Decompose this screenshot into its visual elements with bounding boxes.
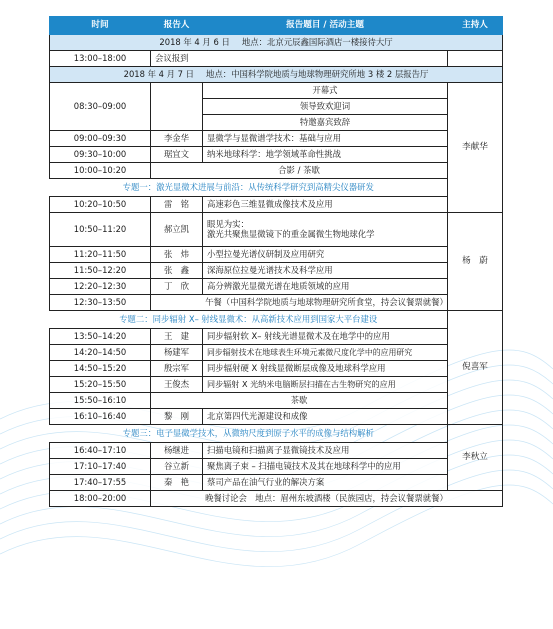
speaker-cell: 丁 欣 (151, 279, 203, 295)
table-row (50, 247, 503, 263)
topic-cell: 深海原位拉曼光谱技术及科学应用 (203, 263, 448, 279)
day-location: 地点：北京元辰鑫国际酒店一楼接待大厅 (241, 36, 393, 47)
topic-cell: 同步辐射硬 X 射线显微断层成像及地球科学应用 (203, 361, 448, 377)
time-cell: 17:10–17:40 (50, 459, 151, 475)
header-chair: 主持人 (448, 17, 503, 35)
time-cell: 11:50–12:20 (50, 263, 151, 279)
header-row (50, 17, 503, 35)
day-date: 2018 年 4 月 6 日 (159, 36, 230, 47)
speaker-cell: 郝立凯 (151, 213, 203, 247)
table-row (50, 345, 503, 361)
table-row (50, 443, 503, 459)
table-row (50, 147, 503, 163)
table-row (50, 409, 503, 425)
topic-cell: 纳米地球科学：地学领域革命性挑战 (203, 147, 448, 163)
speaker-cell: 黎 刚 (151, 409, 203, 425)
time-cell: 13:50–14:20 (50, 329, 151, 345)
chair-cell: 李献华 (448, 83, 503, 213)
table-row (50, 377, 503, 393)
speaker-cell: 杨建军 (151, 345, 203, 361)
table-row (50, 361, 503, 377)
topic-cell: 茶歇 (151, 393, 448, 409)
speaker-cell: 王俊杰 (151, 377, 203, 393)
time-cell: 08:30–09:00 (50, 83, 151, 131)
time-cell: 13:00–18:00 (50, 51, 151, 67)
speaker-cell: 杨继进 (151, 443, 203, 459)
topic-line: 激光共聚焦显微镜下的重金属微生物地球化学 (207, 228, 375, 239)
table-row (50, 491, 503, 507)
chair-cell: 杨 蔚 (448, 213, 503, 311)
day-row (50, 35, 503, 51)
theme-title: 专题二：同步辐射 X– 射线显微术：从高新技术应用到国家大平台建设 (50, 311, 448, 329)
topic-line: 眼见为实： (207, 218, 249, 229)
speaker-cell: 王 建 (151, 329, 203, 345)
table-row (50, 459, 503, 475)
agenda-table (49, 16, 503, 507)
header-time: 时间 (50, 17, 151, 35)
topic-cell: 同步辐射软 X– 射线光谱显微术及在地学中的应用 (203, 329, 448, 345)
topic-cell: 合影 / 茶歇 (151, 163, 448, 179)
topic-cell (203, 213, 448, 247)
time-cell: 10:20–10:50 (50, 197, 151, 213)
topic-cell: 扫描电镜和扫描离子显微镜技术及应用 (203, 443, 448, 459)
speaker-cell: 琚宜文 (151, 147, 203, 163)
topic-cell (151, 51, 448, 67)
topic-text: 会议报到 (155, 52, 189, 63)
header-topic: 报告题目 / 活动主题 (203, 17, 448, 35)
topic-cell: 午餐（中国科学院地质与地球物理研究所食堂，持会议餐票就餐） (151, 295, 503, 311)
topic-cell: 蔡司产品在油气行业的解决方案 (203, 475, 448, 491)
chair-cell: 李秋立 (448, 425, 503, 491)
table-row (50, 279, 503, 295)
topic-cell: 领导致欢迎词 (203, 99, 448, 115)
table-row (50, 51, 503, 67)
time-cell: 15:20–15:50 (50, 377, 151, 393)
theme-row (50, 179, 503, 197)
theme-title: 专题一：激光显微术进展与前沿：从传统科学研究到高精尖仪器研发 (50, 179, 448, 197)
table-row (50, 295, 503, 311)
day-row (50, 67, 503, 83)
table-row (50, 393, 503, 409)
time-cell: 10:50–11:20 (50, 213, 151, 247)
theme-title: 专题三：电子显微学技术，从微纳尺度到原子水平的成像与结构解析 (50, 425, 448, 443)
table-row (50, 163, 503, 179)
time-cell: 17:40–17:55 (50, 475, 151, 491)
topic-cell: 显微学与显微谱学技术：基础与应用 (203, 131, 448, 147)
table-row (50, 263, 503, 279)
speaker-cell: 雷 铭 (151, 197, 203, 213)
theme-row (50, 425, 503, 443)
day-date: 2018 年 4 月 7 日 (123, 68, 195, 79)
time-cell: 09:30–10:00 (50, 147, 151, 163)
time-cell: 09:00–09:30 (50, 131, 151, 147)
topic-cell: 特邀嘉宾致辞 (203, 115, 448, 131)
table-row (50, 131, 503, 147)
time-cell: 11:20–11:50 (50, 247, 151, 263)
time-cell: 10:00–10:20 (50, 163, 151, 179)
table-row (50, 329, 503, 345)
speaker-cell: 谷立新 (151, 459, 203, 475)
header-speaker: 报告人 (151, 17, 203, 35)
topic-cell: 北京第四代光源建设和成像 (203, 409, 448, 425)
chair-cell: 倪喜军 (448, 311, 503, 425)
time-cell: 12:20–12:30 (50, 279, 151, 295)
speaker-cell: 张 鑫 (151, 263, 203, 279)
topic-cell: 高速彩色三维显微成像技术及应用 (203, 197, 448, 213)
speaker-cell: 秦 艳 (151, 475, 203, 491)
time-cell: 16:10–16:40 (50, 409, 151, 425)
time-cell: 14:50–15:20 (50, 361, 151, 377)
time-cell: 15:50–16:10 (50, 393, 151, 409)
topic-cell: 小型拉曼光谱仪研制及应用研究 (203, 247, 448, 263)
table-row (50, 475, 503, 491)
time-cell: 12:30–13:50 (50, 295, 151, 311)
table-row (50, 197, 503, 213)
table-row (50, 83, 503, 99)
topic-cell: 聚焦离子束 – 扫描电镜技术及其在地球科学中的应用 (203, 459, 448, 475)
theme-row (50, 311, 503, 329)
topic-cell: 开幕式 (203, 83, 448, 99)
topic-cell: 同步辐射 X 光纳米电脑断层扫描在古生物研究的应用 (203, 377, 448, 393)
time-cell: 14:20–14:50 (50, 345, 151, 361)
speaker-cell: 李金华 (151, 131, 203, 147)
topic-cell: 同步辐射技术在地球表生环境元素微尺度化学中的应用研究 (203, 345, 448, 361)
topic-cell: 晚餐讨论会 地点：眉州东坡酒楼（民族园店，持会议餐票就餐） (151, 491, 503, 507)
topic-cell: 高分辨激光显微光谱在地质领域的应用 (203, 279, 448, 295)
speaker-cell: 张 炜 (151, 247, 203, 263)
speaker-cell: 殷宗军 (151, 361, 203, 377)
time-cell: 18:00–20:00 (50, 491, 151, 507)
time-cell: 16:40–17:10 (50, 443, 151, 459)
day-location: 地点：中国科学院地质与地球物理研究所地 3 楼 2 层报告厅 (206, 68, 429, 79)
table-row (50, 213, 503, 247)
